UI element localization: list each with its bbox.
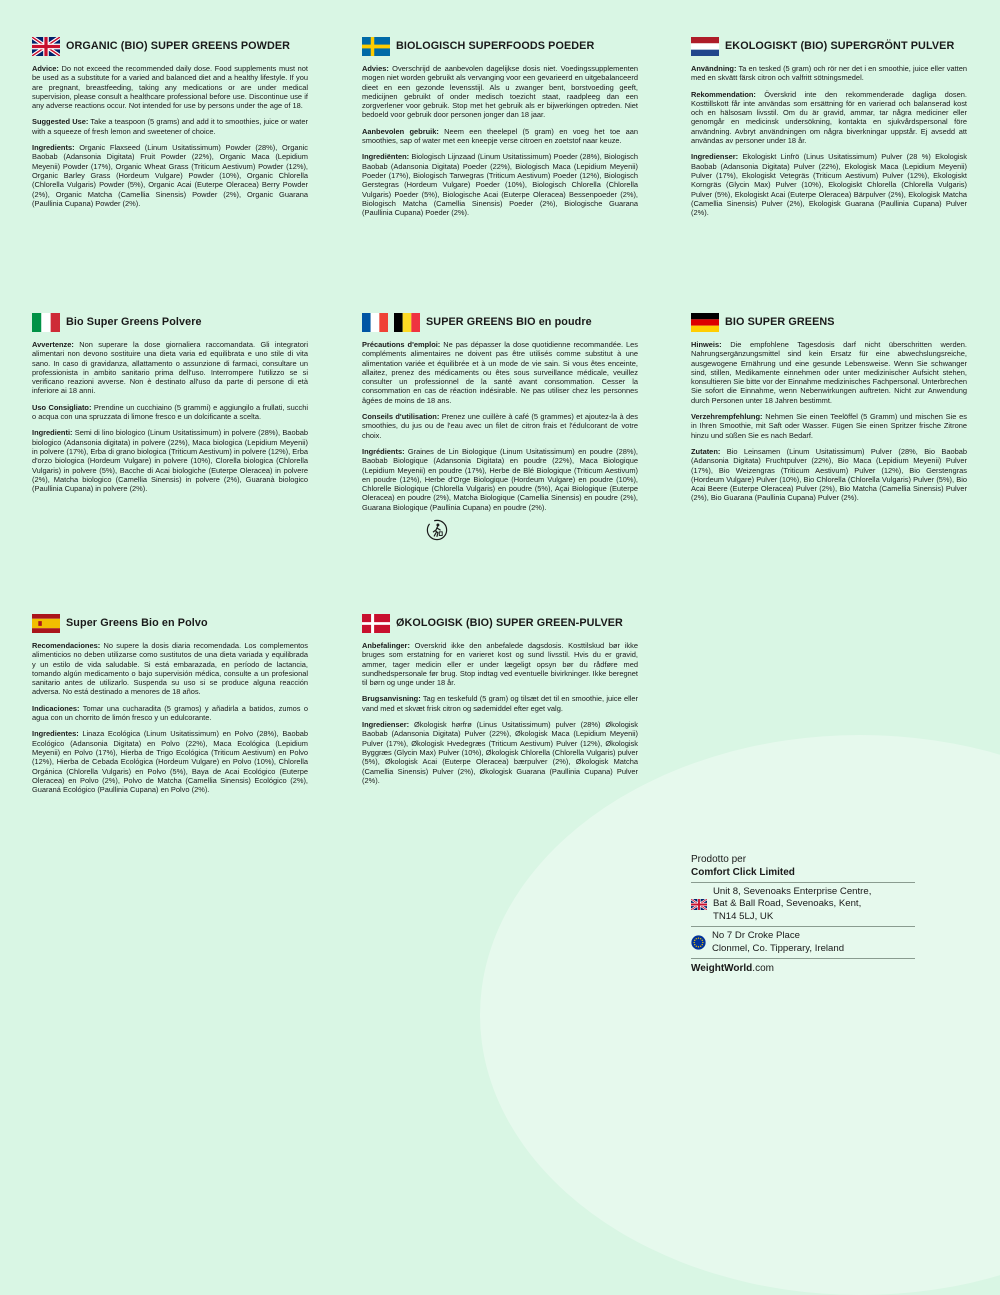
- usage-paragraph: [691, 412, 967, 440]
- paragraph-text: Tag en teskefuld (5 gram) og tilsæt det til en smoothie, juice eller vand med et skvæt frisk citron og sødemiddel efter eget valg.: [362, 694, 638, 713]
- paragraph-text: Ne pas dépasser la dose quotidienne recommandée. Les compléments alimentaires ne doivent pas être utilisés comme substitut à une alimentation variée et équilibrée et à un mode de vie sain. Si vous êtes enceinte, allaitez, prenez des médicaments ou êtes sous surveillance médicale, veuillez consulter un professionnel de la santé avant consommation. Cesser la consommation en cas de réaction indésirable. Ne pas utiliser chez les personnes âgées de moins de 18 ans.: [362, 340, 638, 405]
- section-header: [691, 311, 967, 333]
- section-title: ORGANIC (BIO) SUPER GREENS POWDER: [66, 40, 291, 52]
- uk-address: [691, 883, 915, 926]
- paragraph-text: Graines de Lin Biologique (Linum Usitatissimum) en poudre (28%), Baobab Biologique (Adansonia Digitata) en poudre (22%), Maca Biologique (Lepidium Meyenii) en poudre (17%), Herbe de Blé Biologique (Triticum Aestivum) en poudre (12%), Herbe d'Orge Biologique (Hordeum Vulgare) en poudre (10%), Chlorelle Biologique (Chlorella Vulgaris) en poudre (5%), Açai Biologique (Euterpe Oleracea) en poudre (2%), Matcha Biologique (Camellia Sinensis) en poudre (2%), Guarana Biologique (Paullinia Cupana) en poudre (2%).: [362, 446, 638, 512]
- paragraph-text: Linaza Ecológica (Linum Usitatissimum) en Polvo (28%), Baobab Ecológico (Adansonia Digitata) en Polvo (22%), Maca Ecológica (Lepidium Meyenii) en Polvo (17%), Hierba de Trigo Ecológica (Triticum Aestivum) en Polvo (12%), Hierba de Cebada Ecológica (Hordeum Vulgare) en Polvo (10%), Chlorella Orgánica (Chlorella Vulgaris) en Polvo (5%), Baya de Acai Ecológico (Euterpe Oleracea) en Polvo (2%), Polvo de Matcha (Camellia Sinensis) Ecológico (2%), Guaraná Ecológico (Paullinia Cupana) en Polvo (2%).: [32, 729, 308, 795]
- usage-paragraph: [362, 412, 638, 440]
- advice-paragraph: [32, 340, 308, 396]
- german-flag-icon: [691, 313, 719, 332]
- section-spanish: [32, 612, 308, 801]
- section-dutch: [362, 35, 638, 224]
- danish-flag-icon: [362, 614, 390, 633]
- advice-paragraph: [32, 64, 308, 110]
- paragraph-label: Conseils d'utilisation:: [362, 412, 440, 422]
- section-header: [691, 35, 967, 57]
- usage-paragraph: [362, 694, 638, 713]
- address-line: Clonmel, Co. Tipperary, Ireland: [712, 942, 845, 954]
- paragraph-label: Ingredients:: [32, 143, 75, 153]
- section-title: ØKOLOGISK (BIO) SUPER GREEN-PULVER: [396, 617, 623, 629]
- paragraph-label: Ingrediënten:: [362, 152, 410, 162]
- usage-paragraph: [32, 704, 308, 723]
- address-line: No 7 Dr Croke Place: [712, 930, 800, 942]
- ingredients-paragraph: [32, 729, 308, 794]
- paragraph-text: Neem een theelepel (5 gram) en voeg het toe aan smoothies, sap of water met een kneepje verse citroen en zoetstof naar keuze.: [362, 126, 639, 146]
- usage-paragraph: [32, 403, 308, 422]
- paragraph-label: Précautions d'emploi:: [362, 340, 441, 349]
- paragraph-label: Suggested Use:: [32, 117, 89, 127]
- italian-flag-icon: [32, 313, 60, 332]
- advice-paragraph: [362, 340, 638, 405]
- belgian-flag-icon: [394, 313, 420, 332]
- section-header: [362, 612, 638, 634]
- produced-for-label: Prodotto per: [691, 854, 747, 865]
- section-italian: [32, 311, 308, 500]
- ingredients-paragraph: [32, 428, 308, 493]
- paragraph-text: Do not exceed the recommended daily dose. Food supplements must not be used as a substitute for a varied and balanced diet and a healthy lifestyle. If you are pregnant, breastfeeding, taking any medications or are under medical supervision, please consult a healthcare professional before use. Discontinue use if any adverse reactions occur. Not intended for use by persons under the age of 18.: [32, 64, 308, 111]
- section-danish: [362, 612, 638, 792]
- paragraph-label: Ingredientes:: [32, 729, 79, 739]
- paragraph-text: Prenez une cuillère à café (5 grammes) et ajoutez-la à des smoothies, du jus ou de l'eau avec un filet de citron frais et l'édulcorant de votre choix.: [362, 412, 638, 440]
- paragraph-text: Take a teaspoon (5 grams) and add it to smoothies, juice or water with a squeeze of fresh lemon and sweetener of choice.: [32, 117, 308, 136]
- paragraph-label: Ingredienser:: [691, 152, 739, 162]
- advice-paragraph: [691, 90, 967, 146]
- section-header: [362, 311, 638, 333]
- paragraph-text: Ekologiskt Linfrö (Linus Usitatissimum) Pulver (28 %) Ekologisk Baobab (Adansonia Digitata) Pulver (22%), Ekologisk Maca (Lepidium Meyenii) Pulver (17%), Ekologiskt Vetegräs (Triticum Aestivum) Pulver (12%), Ekologiskt Korngräs (Glycin Max) Pulver (10%), Ekologiskt Chlorella (Chlorella Vulgaris) Pulver (5%), Ekologiskt Acai (Euterpe Oleracea) Bärpulver (2%), Ekologisk Matcha (Camellia Sinensis) Pulver (2%), Ekologisk Guarana (Paullinia Cupana) Pulver (2%).: [691, 152, 967, 218]
- paragraph-label: Recomendaciones:: [32, 641, 101, 650]
- french-flag-icon: [362, 313, 388, 332]
- paragraph-text: No supere la dosis diaria recomendada. Los complementos alimenticios no deben utilizarse como sustitutos de una dieta variada y equilibrada y un estilo de vida saludable. Si está embarazada, en período de lactancia, tomando algún medicamento o bajo supervisión médica, consulte a un profesional sanitario antes de utilizarlo. Suspenda su uso si se produce alguna reacción adversa. No está destinado a menores de 18 años.: [32, 641, 308, 697]
- spanish-flag-icon: [32, 614, 60, 633]
- paragraph-label: Rekommendation:: [691, 89, 756, 99]
- paragraph-text: Organic Flaxseed (Linum Usitatissimum) Powder (28%), Organic Baobab (Adansonia Digitata) Fruit Powder (22%), Organic Maca (Lepidium Meyenii) Powder (17%), Organic Wheat Grass (Triticum Aestivum) Powder (12%), Organic Barley Grass (Hordeum Vulgare) Powder (10%), Organic Chlorella (Chlorella Vulgaris) Powder (5%), Organic Acai (Euterpe Oleracea) Berry Powder (2%), Organic Matcha (Camellia Sinensis) Powder (2%), Organic Guarana (Paullinia Cupana) Powder (2%).: [32, 143, 308, 208]
- paragraph-label: Brugsanvisning:: [362, 694, 421, 704]
- ingredients-paragraph: [32, 143, 308, 208]
- website-suffix: .com: [752, 963, 774, 975]
- ingredients-paragraph: [362, 447, 638, 512]
- section-header: [362, 35, 638, 57]
- section-title: BIOLOGISCH SUPERFOODS POEDER: [396, 40, 595, 52]
- paragraph-text: Prendine un cucchiaino (5 grammi) e aggiungilo a frullati, succhi o acqua con una spruzzata di limone fresco e un dolcificante a scelta.: [32, 402, 308, 422]
- ingredients-paragraph: [362, 152, 638, 217]
- paragraph-label: Verzehrempfehlung:: [691, 412, 763, 422]
- ingredients-paragraph: [362, 720, 638, 785]
- ingredients-paragraph: [691, 447, 967, 503]
- paragraph-text: Die empfohlene Tagesdosis darf nicht überschritten werden. Nahrungsergänzungsmittel sind kein Ersatz für eine abwechslungsreiche, ausgewogene Ernährung und eine gesunde Lebensweise. Wenn Sie schwanger sind, stillen, Medikamente einnehmen oder unter medizinischer Aufsicht stehen, konsultieren Sie bitte vor der Einnahme medizinisches Fachpersonal. Unterbrechen Sie sofort die Einnahme, wenn Nebenwirkungen auftreten. Nicht zur Anwendung durch Personen unter 18 Jahren bestimmt.: [691, 340, 967, 405]
- address-line: Bat & Ball Road, Sevenoaks, Kent,: [713, 898, 862, 910]
- section-title: BIO SUPER GREENS: [725, 316, 835, 328]
- advice-paragraph: [32, 641, 308, 697]
- usage-paragraph: [691, 64, 967, 83]
- usage-paragraph: [362, 127, 638, 146]
- paragraph-label: Användning:: [691, 64, 737, 73]
- section-title: EKOLOGISKT (BIO) SUPERGRÖNT PULVER: [725, 40, 955, 52]
- uk-flag-icon: [32, 37, 60, 56]
- eu-flag-icon: [691, 935, 706, 950]
- paragraph-label: Aanbevolen gebruik:: [362, 126, 439, 136]
- address-line: TN14 5LJ, UK: [713, 910, 774, 922]
- dutch-flag-icon: [691, 37, 719, 56]
- paragraph-label: Advice:: [32, 64, 59, 73]
- paragraph-text: Overskrid ikke den anbefalede dagsdosis. Kosttilskud bør ikke bruges som erstatning for en varieret kost og sund livsstil. Hvis du er gravid, ammer, tager medicin eller er under lægeligt opsyn bør du rådføre med sundhedspersonale før brug. Stop indtag ved eventuelle bivirkninger. Ikke beregnet til børn og unge under 18 år.: [362, 641, 638, 688]
- uk-flag-icon: [691, 899, 707, 910]
- section-title: Bio Super Greens Polvere: [66, 316, 202, 328]
- website-brand: WeightWorld: [691, 963, 753, 975]
- usage-paragraph: [32, 117, 308, 136]
- paragraph-label: Avvertenze:: [32, 340, 74, 349]
- recycling-person-icon: [426, 519, 448, 541]
- ireland-address: [691, 927, 915, 958]
- manufacturer-info: [691, 853, 915, 976]
- advice-paragraph: [691, 340, 967, 405]
- paragraph-text: Non superare la dose giornaliera raccomandata. Gli integratori alimentari non devono sostituire una dieta varia ed equilibrata e uno stile di vita sano. In caso di gravidanza, allattamento o assunzione di farmaci, consultare un professionista in ambito sanitario prima dell'uso. Interrompere l'utilizzo se si verificano reazioni avverse. Non è destinato all'uso da parte di persone di età inferiore ai 18 anni.: [32, 340, 308, 396]
- swedish-flag-icon: [362, 37, 390, 56]
- section-header: [32, 311, 308, 333]
- advice-paragraph: [362, 64, 638, 120]
- section-swedish: [691, 35, 967, 224]
- advice-paragraph: [362, 641, 638, 687]
- address-line: Unit 8, Sevenoaks Enterprise Centre,: [713, 886, 872, 897]
- paragraph-label: Uso Consigliato:: [32, 402, 92, 412]
- section-english: [32, 35, 308, 215]
- ingredients-paragraph: [691, 152, 967, 217]
- paragraph-text: Nehmen Sie einen Teelöffel (5 Gramm) und mischen Sie es in Ihren Smoothie, mit Saft oder Wasser. Fügen Sie einen Spritzer frische Zitrone hinzu und süßen Sie es nach Bedarf.: [691, 412, 967, 440]
- section-french: [362, 311, 638, 541]
- section-header: [32, 35, 308, 57]
- section-title: Super Greens Bio en Polvo: [66, 617, 208, 629]
- paragraph-text: Overschrijd de aanbevolen dagelijkse dosis niet. Voedingssupplementen mogen niet worden gebruikt als vervanging voor een gevarieerd en uitgebalanceerd dieet en een gezonde levensstijl. Als u zwanger bent, borstvoeding geeft, medicijnen gebruikt of onder medisch toezicht staat, raadpleeg dan een zorgverlener voor gebruik. Stop met het gebruik als er bijwerkingen optreden. Niet bedoeld voor gebruik door personen jonger dan 18 jaar.: [362, 64, 638, 120]
- background-blob: [480, 735, 1000, 1295]
- paragraph-text: Biologisch Lijnzaad (Linum Usitatissimum) Poeder (28%), Biologisch Baobab (Adansonia Digitata) Poeder (22%), Biologisch Maca (Lepidium Meyenii) Poeder (17%), Biologisch Tarwegras (Triticum Aestivum) Poeder (12%), Biologisch Gerstegras (Hordeum Vulgare) Poeder (10%), Biologisch Chlorella (Chlorella Vulgaris) Poeder (5%), Biologische Acai (Euterpe Oleracea) Bessenpoeder (2%), Biologisch Matcha (Camellia Sinensis) Poeder (2%), Biologische Guarana (Paullinia Cupana) Poeder (2%).: [362, 152, 638, 218]
- paragraph-label: Zutaten:: [691, 446, 721, 456]
- website-link[interactable]: [691, 959, 915, 976]
- paragraph-label: Ingredienser:: [362, 720, 410, 730]
- paragraph-label: Anbefalinger:: [362, 641, 410, 650]
- paragraph-label: Indicaciones:: [32, 703, 80, 713]
- company-name: Comfort Click Limited: [691, 867, 795, 878]
- paragraph-text: Semi di lino biologico (Linum Usitatissimum) in polvere (28%), Baobab biologico (Adansonia digitata) in polvere (22%), Maca biologica (Lepidium Meyenii) in polvere (17%), Erba di grano biologica (Triticum Aestivum) in polvere (12%), Erba d'orzo biologica (Hordeum Vulgare) in polvere (10%), Clorella biologica (Chlorella Vulgaris) in polvere (5%), Bacche di Acai biologiche (Euterpe Oleracea) in polvere (2%), Matcha biologico (Camellia Sinensis) in polvere (2%), Guaranà biologico (Paullinia Cupana) in polvere (2%).: [32, 428, 308, 494]
- paragraph-text: Økologisk hørfrø (Linus Usitatissimum) pulver (28%) Økologisk Baobab (Adansonia Digitata) Pulver (22%), Økologisk Maca (Lepidium Meyenii) Pulver (17%), Økologisk Hvedegræs (Triticum Aestivum) Pulver (12%), Økologisk Byggræs (Glycin Max) Pulver (10%), Økologisk Chlorella (Chlorella Vulgaris) pulver (5%), Økologisk Acai (Euterpe Oleracea) bærpulver (2%), Økologisk Matcha (Camellia Sinensis) Pulver (2%), Økologisk Guarana (Paullinia Cupana) Pulver (2%).: [362, 720, 638, 785]
- paragraph-text: Överskrid inte den rekommenderade dagliga dosen. Kosttillskott får inte användas som ersättning för en varierad och balanserad kost och en hälsosam livsstil. Om du är gravid, ammar, tar några mediciner eller genomgår en medicinsk undersökning, kontakta en sjukvårdspersonal före användning. Avbryt användningen om några biverkningar uppstår. Ej avsedd att användas av personer under 18 år.: [691, 89, 967, 146]
- section-header: [32, 612, 308, 634]
- section-title: SUPER GREENS BIO en poudre: [426, 316, 592, 328]
- paragraph-label: Ingredienti:: [32, 428, 73, 438]
- section-german: [691, 311, 967, 510]
- paragraph-label: Ingrédients:: [362, 446, 405, 456]
- paragraph-label: Hinweis:: [691, 340, 722, 349]
- paragraph-text: Bio Leinsamen (Linum Usitatissimum) Pulver (28%, Bio Baobab (Adansonia Digitata) Fruchtpulver (22%), Bio Maca (Lepidium Meyenii) Pulver (17%), Bio Weizengras (Triticum Aestivum) Pulver (12%), Bio Gerstengras (Hordeum Vulgare) Pulver (10%), Bio Chlorella (Chlorella Vulgaris) Pulver (5%), Bio Acai Beere (Euterpe Oleracea) Pulver (2%), Bio Matcha (Camellia Sinensis) Pulver (2%), Bio Guarana (Paullinia Cupana) Pulver (2%).: [691, 446, 967, 503]
- paragraph-label: Advies:: [362, 64, 389, 73]
- paragraph-text: Ta en tesked (5 gram) och rör ner det i en smoothie, juice eller vatten med en skvätt färsk citron och valfritt sötningsmedel.: [691, 64, 967, 83]
- paragraph-text: Tomar una cucharadita (5 gramos) y añadirla a batidos, zumos o agua con un chorrito de limón fresco y un edulcorante.: [32, 703, 308, 723]
